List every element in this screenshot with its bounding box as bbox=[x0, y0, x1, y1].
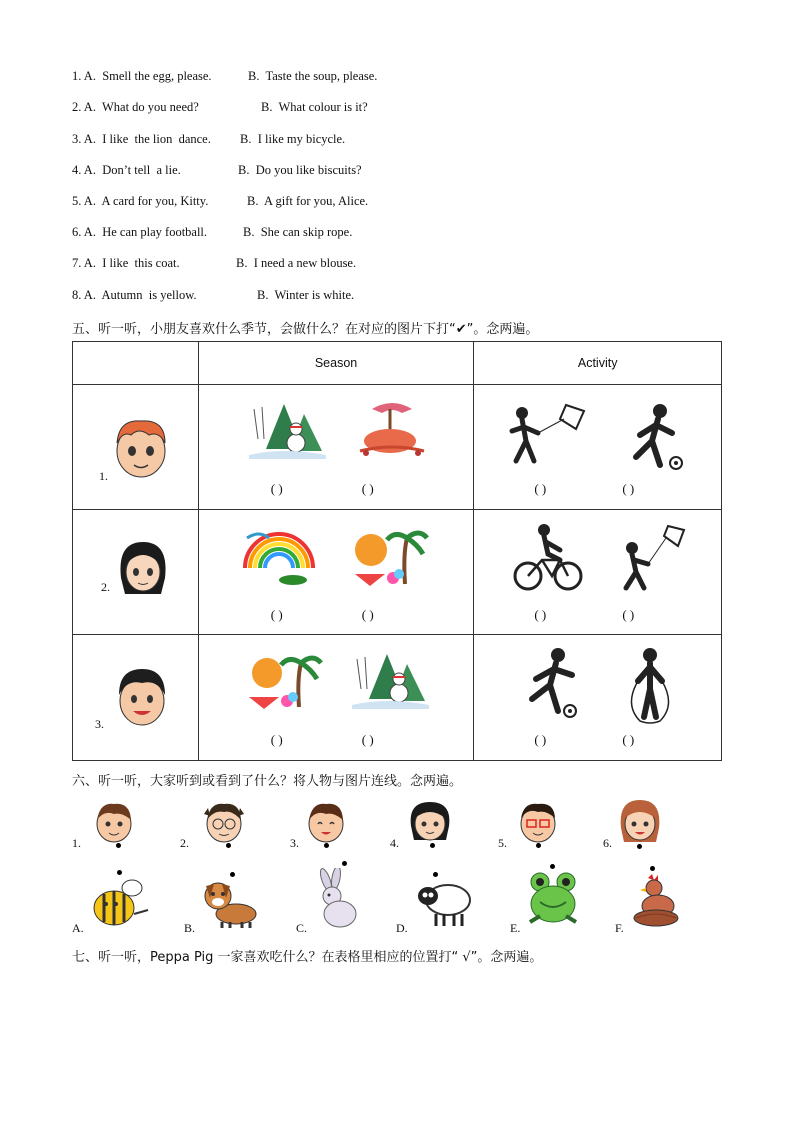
connect-dot[interactable] bbox=[550, 864, 555, 869]
activity-header: Activity bbox=[474, 342, 722, 385]
line-7: 7. A. I like this coat. B. I need a new blouse. bbox=[72, 256, 357, 270]
season-header: Season bbox=[198, 342, 474, 385]
ride-bicycle-icon bbox=[512, 520, 584, 592]
section7-heading: 七、听一听，Peppa Pig 一家喜欢吃什么？在表格里相应的位置打“ √”。念两遍。 bbox=[72, 950, 543, 965]
line-8: 8. A. Autumn is yellow. B. Winter is white. bbox=[72, 288, 355, 302]
line-4: 4. A. Don’t tell a lie. B. Do you like biscuits? bbox=[72, 163, 362, 177]
child-cell: 3. bbox=[73, 635, 199, 761]
winter-scene-icon bbox=[244, 399, 329, 461]
activity-cell: ( ) ( ) bbox=[474, 635, 722, 761]
boy-glasses-face-icon bbox=[516, 800, 560, 844]
connect-dot[interactable] bbox=[230, 872, 235, 877]
summer-scene-icon bbox=[349, 524, 429, 590]
dog-icon bbox=[200, 878, 262, 930]
rabbit-icon bbox=[312, 868, 364, 930]
bee-icon bbox=[90, 876, 150, 930]
connect-dot[interactable] bbox=[226, 843, 231, 848]
child-cell: 1. bbox=[73, 385, 199, 510]
connect-dot[interactable] bbox=[637, 844, 642, 849]
table-row bbox=[73, 510, 722, 635]
activity-cell: ( ) ( ) bbox=[474, 510, 722, 635]
season-cell: ( ) ( ) bbox=[198, 635, 474, 761]
boy-face-icon bbox=[113, 663, 171, 729]
line-3: 3. A. I like the lion dance. B. I like my bicycle. bbox=[72, 132, 346, 146]
line-6: 6. A. He can play football. B. She can skip rope. bbox=[72, 225, 353, 239]
girl-face-icon bbox=[408, 800, 452, 844]
skip-rope-icon bbox=[620, 645, 680, 725]
summer-scene-icon bbox=[245, 649, 323, 713]
season-activity-table bbox=[72, 341, 722, 761]
sheep-icon bbox=[412, 876, 474, 928]
activity-cell: ( ) ( ) bbox=[474, 385, 722, 510]
line-2: 2. A. What do you need? B. What colour is it? bbox=[72, 100, 368, 114]
boy-face-icon bbox=[304, 800, 348, 844]
spring-scene-icon bbox=[239, 524, 319, 590]
table-row bbox=[73, 635, 722, 761]
fly-kite-icon bbox=[616, 522, 688, 592]
connect-dot[interactable] bbox=[342, 861, 347, 866]
table-row bbox=[73, 385, 722, 510]
child-cell: 2. bbox=[73, 510, 199, 635]
boy-face-icon bbox=[92, 800, 136, 844]
connect-dot[interactable] bbox=[117, 870, 122, 875]
connect-dot[interactable] bbox=[430, 843, 435, 848]
girl-face-icon bbox=[117, 538, 169, 596]
section5-heading: 五、听一听，小朋友喜欢什么季节，会做什么？在对应的图片下打“✔”。念两遍。 bbox=[72, 322, 539, 337]
section6-heading: 六、听一听，大家听到或看到了什么？将人物与图片连线。念两遍。 bbox=[72, 774, 463, 789]
winter-scene-icon bbox=[347, 649, 432, 713]
connect-dot[interactable] bbox=[650, 866, 655, 871]
connect-dot[interactable] bbox=[116, 843, 121, 848]
fly-kite-icon bbox=[508, 401, 588, 471]
girl-face-icon bbox=[618, 798, 662, 844]
boy-face-icon bbox=[109, 413, 173, 481]
play-football-icon bbox=[514, 645, 594, 725]
play-football-icon bbox=[614, 401, 690, 471]
season-cell: ( ) ( ) bbox=[198, 385, 474, 510]
frog-icon bbox=[526, 870, 580, 930]
connect-dot[interactable] bbox=[324, 843, 329, 848]
connect-dot[interactable] bbox=[536, 843, 541, 848]
season-cell: ( ) ( ) bbox=[198, 510, 474, 635]
autumn-scene-icon bbox=[352, 399, 432, 461]
hen-icon bbox=[630, 872, 682, 930]
line-1: 1. A. Smell the egg, please. B. Taste the soup, please. bbox=[72, 69, 378, 83]
line-5: 5. A. A card for you, Kitty. B. A gift for you, Alice. bbox=[72, 194, 369, 208]
girl-glasses-face-icon bbox=[200, 800, 248, 844]
